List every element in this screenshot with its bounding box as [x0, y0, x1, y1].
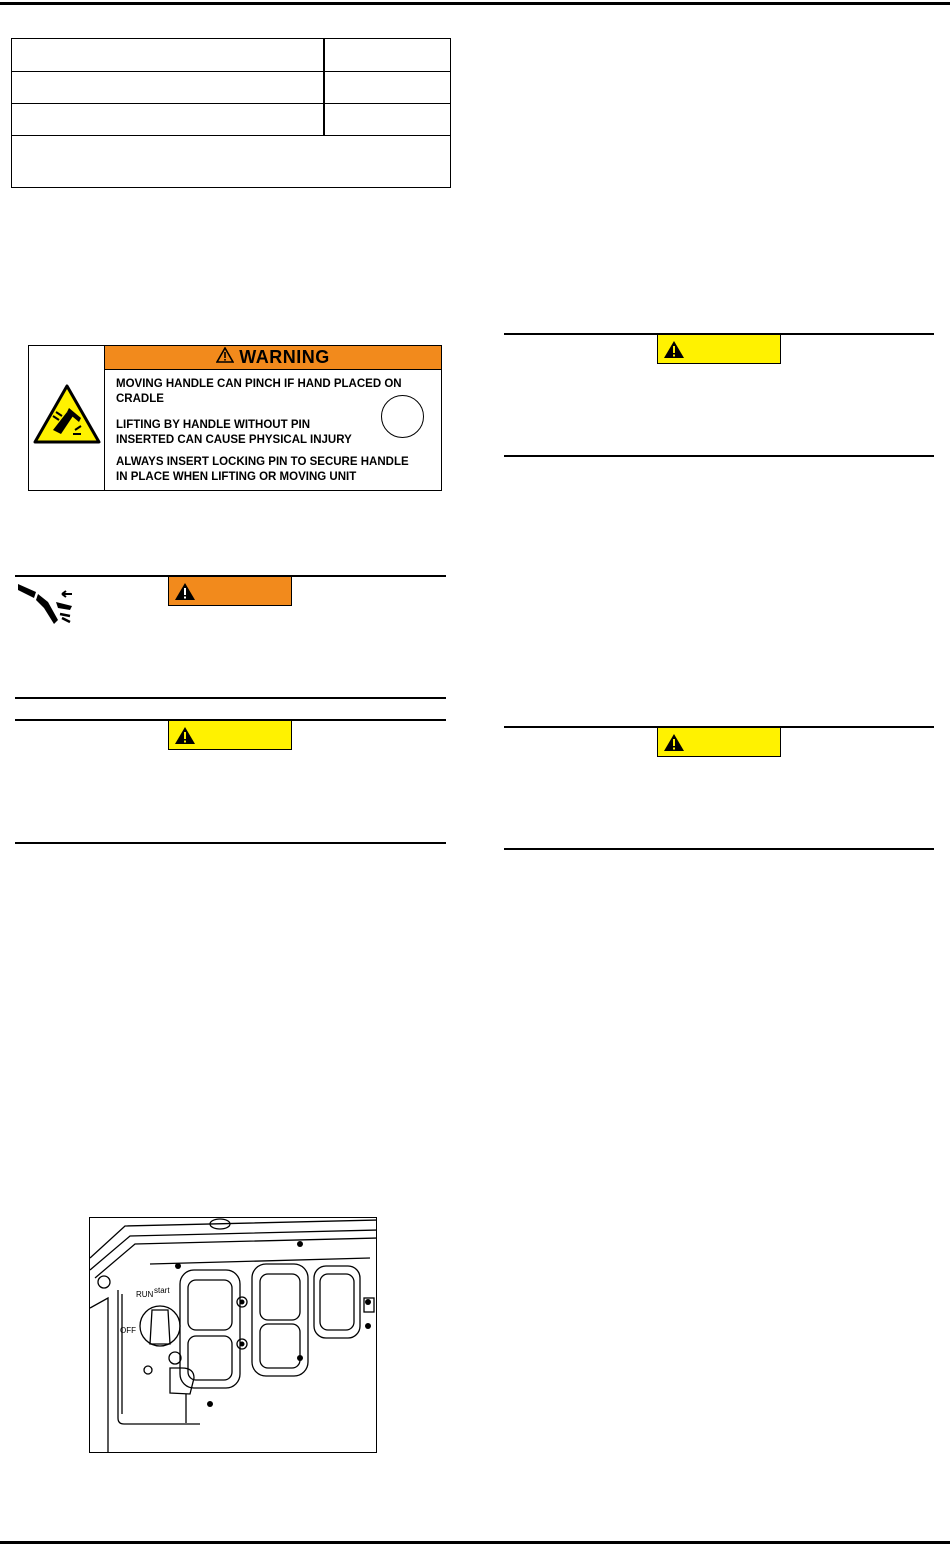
caution-signal-word	[168, 720, 292, 750]
spec-table-divider	[323, 39, 325, 136]
spec-table	[11, 38, 451, 188]
decal-pin-circle	[381, 395, 424, 438]
spec-table-row	[12, 39, 450, 72]
generator-panel-drawing	[90, 1218, 377, 1453]
warning-signal-word	[168, 576, 292, 606]
top-rule	[0, 2, 950, 5]
warning-box-bottom-rule	[15, 697, 446, 699]
off-label: OFF	[120, 1326, 136, 1335]
caution-triangle-icon	[663, 733, 685, 752]
control-panel-illustration	[89, 1217, 377, 1453]
pinch-hazard-icon	[29, 346, 105, 490]
bottom-rule	[0, 1541, 950, 1544]
caution-box-bottom-rule	[504, 848, 934, 850]
start-label: start	[154, 1286, 170, 1295]
run-label: RUN	[136, 1290, 154, 1299]
warning-triangle-icon	[174, 582, 196, 601]
caution-signal-word	[657, 727, 781, 757]
handle-warning-decal	[28, 345, 442, 491]
decal-header-text: WARNING	[239, 347, 330, 367]
decal-line: INSERTED CAN CAUSE PHYSICAL INJURY	[116, 434, 352, 446]
caution-triangle-icon	[663, 340, 685, 359]
spec-table-row	[12, 104, 450, 136]
decal-line: CRADLE	[116, 393, 164, 405]
hand-pinch-icon	[18, 580, 80, 631]
spec-table-row	[12, 72, 450, 104]
decal-icon-cell	[29, 346, 105, 490]
decal-line: IN PLACE WHEN LIFTING OR MOVING UNIT	[116, 471, 357, 483]
decal-header	[105, 346, 441, 370]
decal-line: LIFTING BY HANDLE WITHOUT PIN	[116, 419, 311, 431]
decal-line: ALWAYS INSERT LOCKING PIN TO SECURE HANDLE	[116, 456, 409, 468]
caution-triangle-icon	[174, 726, 196, 745]
caution-box-bottom-rule	[15, 842, 446, 844]
caution-signal-word	[657, 334, 781, 364]
decal-line: MOVING HANDLE CAN PINCH IF HAND PLACED ON	[116, 378, 402, 390]
warning-triangle-icon	[216, 347, 234, 368]
caution-box-bottom-rule	[504, 455, 934, 457]
